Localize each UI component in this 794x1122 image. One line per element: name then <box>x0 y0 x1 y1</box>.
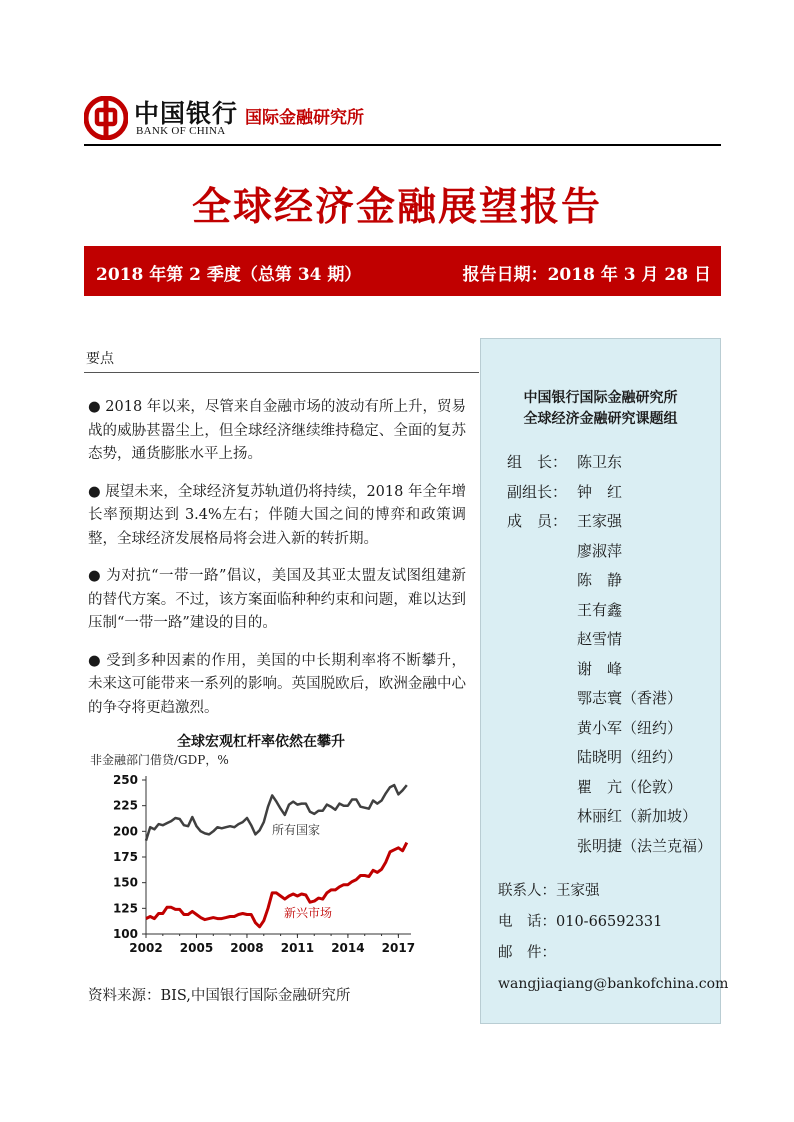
series-label-emerging-markets: 新兴市场 <box>284 906 333 920</box>
chart-title: 全球宏观杠杆率依然在攀升 <box>177 734 345 750</box>
header-divider <box>84 144 721 146</box>
member-row <box>507 596 712 626</box>
contact-mail-row <box>498 938 728 969</box>
report-date: 报告日期：2018 年 3 月 28 日 <box>462 265 711 285</box>
x-tick-label: 2002 <box>129 941 163 955</box>
series-line-emerging-markets <box>146 843 407 927</box>
team-title-line1: 中国银行国际金融研究所 <box>523 390 678 406</box>
deputy-row <box>507 478 712 508</box>
team-title-line2: 全球经济金融研究课题组 <box>523 411 678 427</box>
contact-email[interactable]: wangjiaqiang@bankofchina.com <box>498 976 729 992</box>
leader-name: 陈卫东 <box>577 453 623 471</box>
member-name: 黄小军（纽约） <box>577 718 683 737</box>
y-tick-label: 100 <box>112 927 138 941</box>
section-divider <box>84 372 479 373</box>
x-tick-label: 2005 <box>179 941 214 955</box>
member-name: 陈 静 <box>577 571 623 589</box>
contact-phone: 010-66592331 <box>556 914 663 930</box>
y-tick-label: 200 <box>112 824 138 839</box>
logo-chinese-name: 中国银行 <box>134 99 239 128</box>
y-tick-label: 250 <box>112 773 138 787</box>
bank-of-china-logo-icon <box>84 96 128 140</box>
contact-mail-label: 邮 件： <box>498 945 556 961</box>
logo-english-name: BANK OF CHINA <box>136 125 226 137</box>
contact-person-row <box>498 876 728 907</box>
member-row <box>507 655 712 685</box>
contact-person-label: 联系人： <box>498 883 556 899</box>
member-name: 林丽红（新加坡） <box>577 807 698 825</box>
team-members <box>507 448 712 861</box>
members-label: 成 员： <box>507 512 568 530</box>
key-point-item: ● 受到多种因素的作用，美国的中长期利率将不断攀升，未来这可能带来一系列的影响。英国脱欧后，欧洲金融中心的争夺将更趋激烈。 <box>88 652 466 716</box>
contact-phone-row <box>498 907 728 938</box>
x-tick-label: 2014 <box>331 941 365 955</box>
key-points-list <box>88 396 466 734</box>
key-point-item: ● 2018 年以来，尽管来自金融市场的波动有所上升，贸易战的威胁甚嚣尘上，但全球经济继续维持稳定、全面的复苏态势，通货膨胀水平上扬。 <box>88 399 466 462</box>
member-row <box>507 537 712 567</box>
institute-name: 国际金融研究所 <box>245 108 364 128</box>
member-row <box>507 773 712 803</box>
member-row <box>507 566 712 596</box>
contact-info <box>498 876 728 1000</box>
member-name: 谢 峰 <box>577 659 623 678</box>
leader-row <box>507 448 712 478</box>
deputy-name: 钟 红 <box>577 482 623 501</box>
member-row <box>507 625 712 655</box>
member-name: 张明捷（法兰克福） <box>577 836 713 855</box>
y-tick-label: 150 <box>112 875 138 890</box>
member-row <box>507 714 712 744</box>
leader-label: 组 长： <box>507 453 568 471</box>
x-tick-label: 2017 <box>381 941 416 955</box>
chart-source: 资料来源：BIS,中国银行国际金融研究所 <box>88 988 351 1004</box>
member-name: 陆晓明（纽约） <box>577 748 683 766</box>
member-row <box>507 743 712 773</box>
key-point-item: ● 展望未来，全球经济复苏轨道仍将持续，2018 年全年增长率预期达到 3.4%左右；伴随大国之间的博弈和政策调整，全球经济发展格局将会进入新的转折期。 <box>88 483 466 547</box>
member-row <box>507 507 712 537</box>
member-row <box>507 684 712 714</box>
member-name: 廖淑萍 <box>577 541 623 560</box>
issue-number: 2018 年第 2 季度（总第 34 期） <box>96 265 362 285</box>
x-tick-label: 2008 <box>230 941 264 955</box>
deputy-label: 副组长： <box>507 482 568 501</box>
member-row <box>507 832 712 862</box>
member-name: 鄂志寰（香港） <box>577 689 683 707</box>
key-points-label: 要点 <box>86 351 114 367</box>
chart-ylabel: 非金融部门借贷/GDP，% <box>90 753 229 767</box>
leverage-chart <box>86 726 426 966</box>
report-title: 全球经济金融展望报告 <box>191 185 602 230</box>
key-point-item: ● 为对抗“一带一路”倡议，美国及其亚太盟友试图组建新的替代方案。不过，该方案面临种种约束和问题，难以达到压制“一带一路”建设的目的。 <box>88 568 466 631</box>
contact-phone-label: 电 话： <box>498 914 556 930</box>
member-name: 赵雪情 <box>577 630 623 648</box>
contact-person: 王家强 <box>556 883 600 899</box>
y-tick-label: 175 <box>112 850 138 864</box>
x-tick-label: 2011 <box>280 941 315 955</box>
member-name: 瞿 亢（伦敦） <box>577 777 683 796</box>
y-tick-label: 125 <box>112 901 138 916</box>
y-tick-label: 225 <box>112 798 138 813</box>
team-title <box>480 388 721 430</box>
series-label-all-countries: 所有国家 <box>272 823 321 837</box>
member-name: 王家强 <box>577 512 623 530</box>
issue-banner <box>84 246 721 296</box>
member-row <box>507 802 712 832</box>
member-name: 王有鑫 <box>577 600 623 619</box>
